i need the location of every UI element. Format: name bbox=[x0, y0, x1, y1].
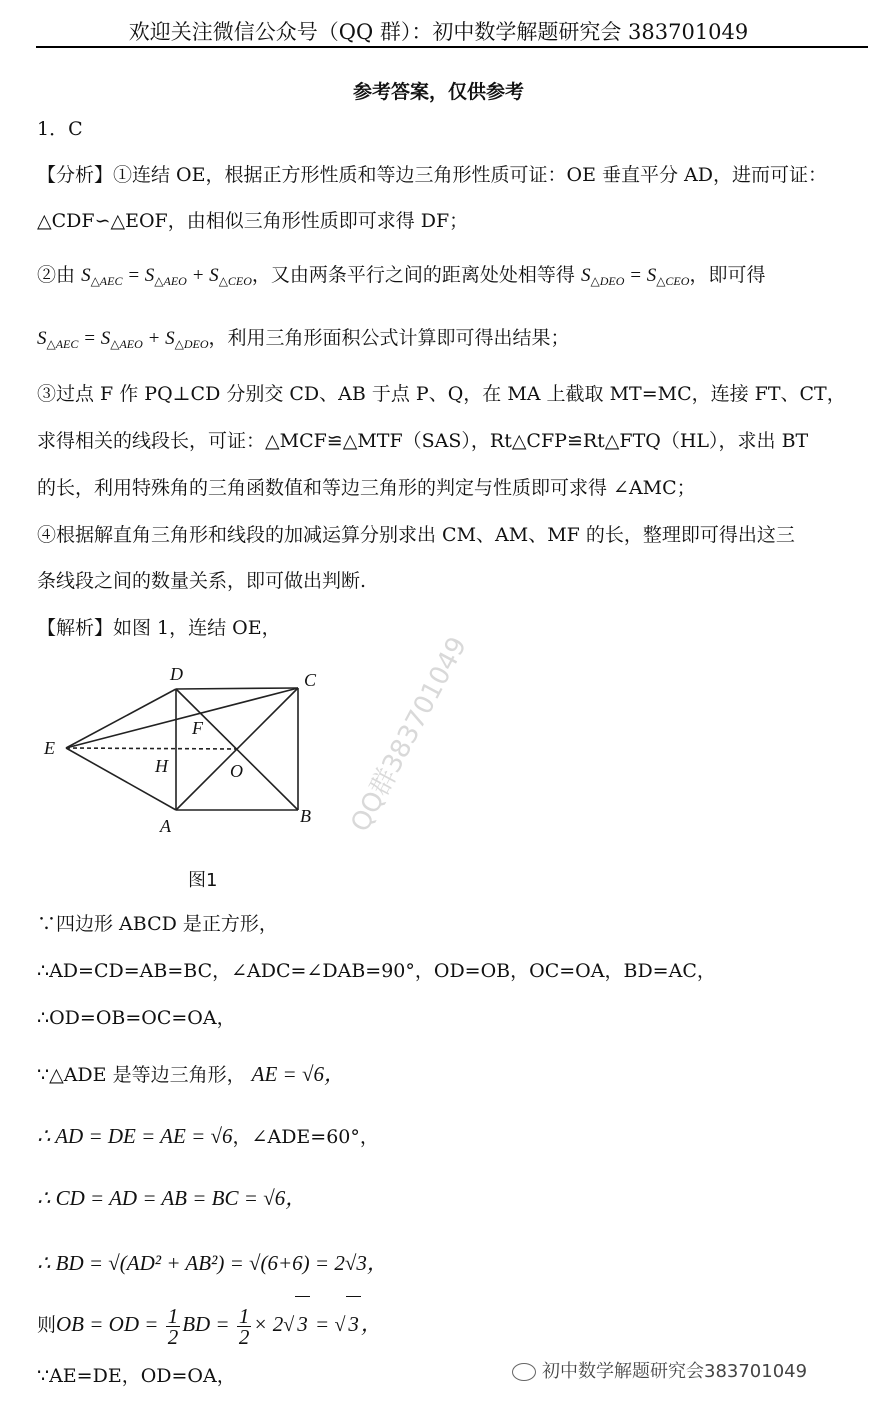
analysis-line-8: ④根据解直角三角形和线段的加减运算分别求出 CM、AM、MF 的长，整理即可得出这三 bbox=[37, 524, 795, 546]
wechat-icon bbox=[512, 1363, 536, 1381]
solution-label: 【解析】 bbox=[37, 617, 114, 639]
label-E: E bbox=[44, 738, 55, 758]
page-header: 欢迎关注微信公众号（QQ 群）：初中数学解题研究会 383701049 bbox=[128, 20, 749, 44]
answer-title: 参考答案，仅供参考 bbox=[352, 81, 524, 103]
solution-step-9: ∵AE=DE，OD=OA， bbox=[37, 1365, 236, 1387]
area-equation-3: $S_{\triangle AEC} = S_{\triangle AEO} + S_{\triangle DEO}$ bbox=[37, 328, 209, 351]
analysis-line-3 bbox=[37, 262, 765, 294]
solution-step-2: ∴AD=CD=AB=BC，∠ADC=∠DAB=90°，OD=OB，OC=OA，BD=AC， bbox=[37, 960, 716, 982]
solution-step-3: ∴OD=OB=OC=OA， bbox=[37, 1007, 236, 1029]
header-divider bbox=[36, 46, 868, 48]
analysis-line-2: △CDF∽△EOF，由相似三角形性质即可求得 DF； bbox=[37, 210, 469, 232]
label-F: F bbox=[192, 718, 203, 738]
label-O: O bbox=[230, 761, 243, 781]
solution-intro: 如图 1，连结 OE， bbox=[113, 617, 281, 639]
analysis-line-1 bbox=[37, 162, 827, 188]
segment-ED bbox=[66, 689, 176, 748]
label-D: D bbox=[170, 664, 183, 684]
fraction-one-half-a: $\frac{1}{2}$ bbox=[167, 1303, 179, 1349]
figure-1-diagram bbox=[38, 660, 338, 860]
analysis-text-3a: ②由 bbox=[37, 264, 76, 286]
analysis-line-7: 的长，利用特殊角的三角函数值和等边三角形的判定与性质即可求得 ∠AMC； bbox=[37, 477, 696, 499]
solution-step-6: ∴ CD = AD = AB = BC = √6， bbox=[37, 1186, 307, 1210]
area-equation-1: $S_{\triangle AEC} = S_{\triangle AEO} + S_{\triangle CEO}$ bbox=[81, 265, 252, 288]
solution-step-5 bbox=[37, 1123, 379, 1150]
solution-step-8-math: OB = OD = $\frac{1}{2}$ BD = $\frac{1}{2}$ × 2√ 3 = √ 3， bbox=[56, 1312, 382, 1336]
solution-step-1: ∵四边形 ABCD 是正方形， bbox=[37, 913, 278, 935]
analysis-text-3c: ，即可得 bbox=[689, 264, 766, 286]
footer-watermark bbox=[512, 1357, 807, 1383]
segment-EC bbox=[66, 688, 298, 748]
solution-step-4b: AE = √6， bbox=[251, 1062, 345, 1086]
solution-intro-line bbox=[37, 615, 281, 641]
analysis-line-4 bbox=[37, 325, 570, 357]
segment-DC bbox=[176, 688, 298, 689]
solution-step-8-prefix: 则 bbox=[37, 1314, 57, 1336]
solution-step-7: ∴ BD = √(AD² + AB²) = √(6+6) = 2√3， bbox=[37, 1251, 388, 1275]
solution-step-8 bbox=[37, 1296, 382, 1352]
solution-step-5a: ∴ AD = DE = AE = √6 bbox=[37, 1124, 233, 1148]
segment-EO-dashed bbox=[66, 748, 237, 749]
solution-step-4 bbox=[37, 1061, 345, 1088]
footer-watermark-text: 初中数学解题研究会383701049 bbox=[542, 1361, 808, 1382]
label-H: H bbox=[155, 756, 168, 776]
qq-watermark: QQ群383701049 bbox=[345, 632, 474, 837]
analysis-text-3b: ，又由两条平行之间的距离处处相等得 bbox=[251, 264, 575, 286]
fraction-one-half-b: $\frac{1}{2}$ bbox=[238, 1303, 250, 1349]
analysis-label: 【分析】 bbox=[37, 164, 114, 186]
label-C: C bbox=[304, 670, 317, 690]
analysis-text-1: ①连结 OE，根据正方形性质和等边三角形性质可证：OE 垂直平分 AD，进而可证： bbox=[113, 164, 827, 186]
area-equation-2: $S_{\triangle DEO} = S_{\triangle CEO}$ bbox=[580, 265, 690, 288]
figure-caption: 图1 bbox=[188, 870, 218, 891]
analysis-line-6: 求得相关的线段长，可证：△MCF≌△MTF（SAS），Rt△CFP≌Rt△FTQ（HL），求出 BT bbox=[37, 430, 809, 452]
label-A: A bbox=[160, 816, 171, 836]
analysis-line-9: 条线段之间的数量关系，即可做出判断. bbox=[37, 570, 367, 592]
answer-choice: 1．C bbox=[37, 118, 83, 140]
label-B: B bbox=[300, 806, 311, 826]
analysis-line-5: ③过点 F 作 PQ⊥CD 分别交 CD、AB 于点 P、Q，在 MA 上截取 MT=MC，连接 FT、CT， bbox=[37, 383, 846, 405]
solution-step-4a: ∵△ADE 是等边三角形， bbox=[37, 1064, 246, 1086]
solution-step-5b: ，∠ADE=60°， bbox=[232, 1126, 379, 1148]
analysis-text-4b: ，利用三角形面积公式计算即可得出结果； bbox=[208, 327, 570, 349]
